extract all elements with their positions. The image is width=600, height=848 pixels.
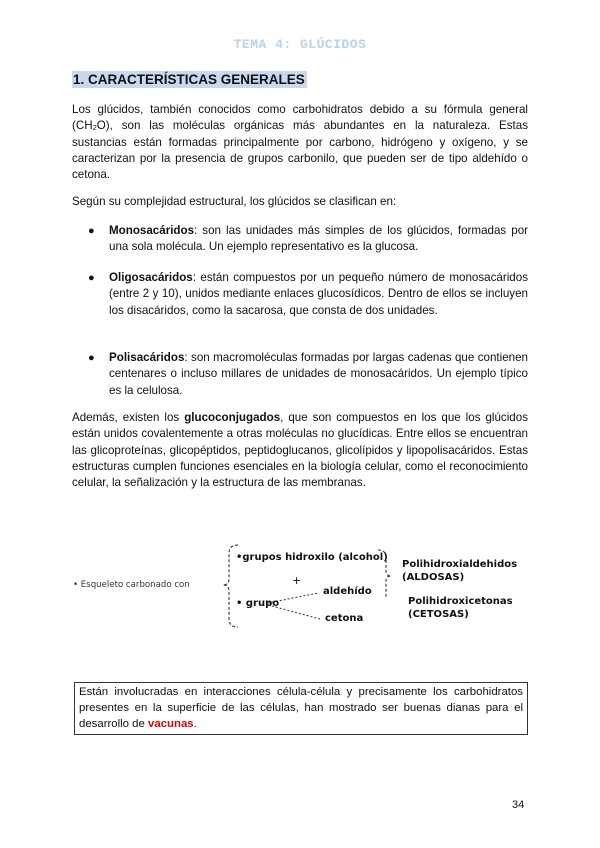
bullet-dot: ●	[88, 352, 95, 364]
skeleton-label: • Esqueleto carbonado con	[73, 580, 190, 590]
bullet-oligosacaridos	[72, 270, 528, 319]
bullet-polisacaridos	[72, 350, 528, 399]
classification-diagram	[0, 535, 600, 635]
page-number: 34	[512, 799, 525, 811]
plus-sign: +	[292, 574, 302, 587]
glucoconjugados-paragraph	[72, 410, 528, 491]
intro-text-a: Los glúcidos, también conocidos como carbohidratos debido a su fórmula general (CH	[72, 103, 528, 133]
polialdehidos-text: Polihidroxialdehidos	[402, 559, 518, 570]
section-heading: 1. CARACTERÍSTICAS GENERALES	[73, 72, 305, 87]
cetosas-label	[408, 595, 513, 621]
bullet-monosacaridos	[72, 223, 528, 256]
cetosas-text: (CETOSAS)	[408, 609, 469, 620]
aldosas-label	[402, 558, 517, 584]
page-title: TEMA 4: GLÚCIDOS	[233, 37, 367, 52]
grupo-label: • grupo	[236, 598, 280, 609]
bullet-term: Polisacáridos	[109, 351, 185, 364]
note-highlight: vacunas	[148, 718, 194, 730]
formula-subscript: 2	[92, 123, 97, 133]
bullet-term: Monosacáridos	[109, 224, 195, 237]
bullet-description: : son las unidades más simples de los glúcidos, formadas por una sola molécula. Un ejemplo representativo es la glucosa.	[109, 224, 528, 254]
bullet-description: : son macromoléculas formadas por largas cadenas que contienen centenares o incluso millares de unidades de monosacáridos. Un ejemplo típico es la celulosa.	[109, 351, 528, 397]
hidroxilo-label: •grupos hidroxilo (alcohol)	[236, 552, 388, 563]
extra-text-a: Además, existen los	[72, 411, 185, 424]
bullet-text	[109, 270, 528, 319]
policetonas-text: Polihidroxicetonas	[408, 596, 513, 607]
intro-text-b: O), son las moléculas orgánicas más abundantes en la naturaleza. Estas sustancias están formadas principalmente por carbono, hidrógeno y oxígeno, y se caracterizan por la presencia de grupos carbonilo, que pueden ser de tipo aldehído o cetona.	[72, 119, 528, 182]
bullet-term: Oligosacáridos	[109, 271, 193, 284]
aldosas-text: (ALDOSAS)	[402, 572, 465, 583]
bullet-text	[109, 350, 528, 399]
note-text: Están involucradas en interacciones célula-célula y precisamente los carbohidratos presentes en la superficie de las células, han mostrado ser buenas dianas para el desarrollo de	[79, 686, 523, 730]
bullet-dot: ●	[88, 272, 95, 284]
intro-paragraph	[72, 102, 528, 183]
classification-intro: Según su complejidad estructural, los glúcidos se clasifican en:	[72, 195, 397, 208]
bullet-dot: ●	[88, 225, 95, 237]
bullet-description: : están compuestos por un pequeño número de monosacáridos (entre 2 y 10), unidos mediante enlaces glucosídicos. Dentro de ellos se incluyen los disacáridos, como la sacarosa, que consta de dos unidades.	[109, 271, 528, 317]
cetona-label: cetona	[325, 613, 364, 624]
note-end: .	[193, 718, 197, 730]
glucoconjugados-term: glucoconjugados	[184, 411, 281, 424]
extra-text-b: , que son compuestos en los que los glúcidos están unidos covalentemente a otras moléculas no glucídicas. Entre ellos se encuentran las glicoproteínas, glicopéptidos, peptidoglucanos, glicolípidos y lipopolisacáridos. Estas estructuras cumplen funciones esenciales en la biología celular, como el reconocimiento celular, la señalización y la estructura de las membranas.	[72, 411, 528, 490]
bullet-text	[109, 223, 528, 256]
note-box	[74, 682, 528, 735]
aldehido-label: aldehído	[323, 586, 372, 597]
